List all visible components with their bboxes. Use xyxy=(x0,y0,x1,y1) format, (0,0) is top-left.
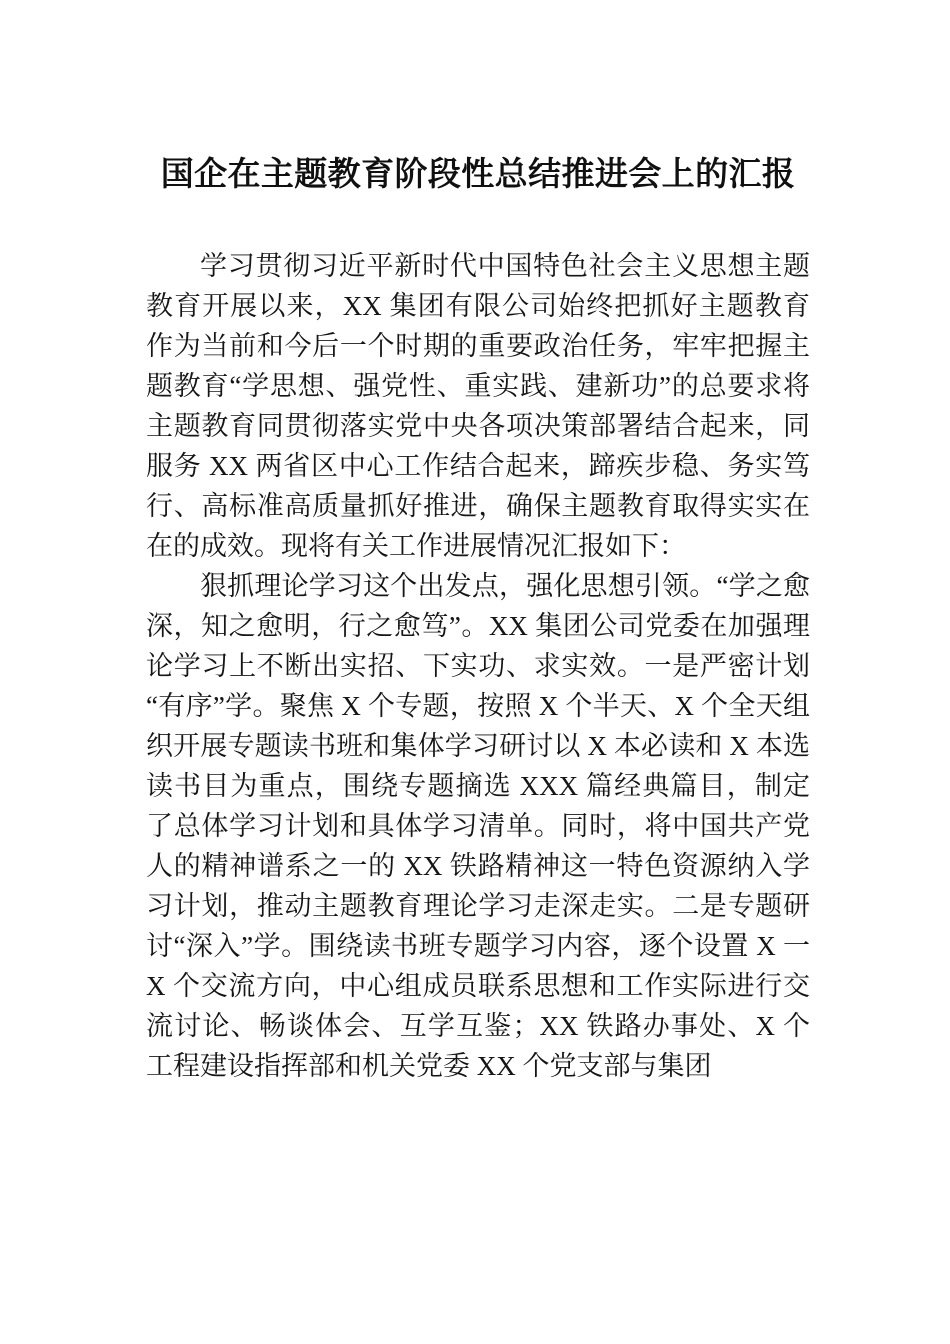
document-body xyxy=(146,246,810,1086)
document-content-column xyxy=(146,0,810,1086)
paragraph: 狠抓理论学习这个出发点，强化思想引领。“学之愈深，知之愈明，行之愈笃”。XX 集团公司党委在加强理论学习上不断出实招、下实功、求实效。一是严密计划“有序”学。聚焦 X 个专题，按照 X 个半天、X 个全天组织开展专题读书班和集体学习研讨以 X 本必读和 X 本选读书目为重点，围绕专题摘选 XXX 篇经典篇目，制定了总体学习计划和具体学习清单。同时，将中国共产党人的精神谱系之一的 XX 铁路精神这一特色资源纳入学习计划，推动主题教育理论学习走深走实。二是专题研讨“深入”学。围绕读书班专题学习内容，逐个设置 X 一 X 个交流方向，中心组成员联系思想和工作实际进行交流讨论、畅谈体会、互学互鉴；XX 铁路办事处、X 个工程建设指挥部和机关党委 XX 个党支部与集团 xyxy=(146,571,810,1081)
paragraph: 学习贯彻习近平新时代中国特色社会主义思想主题教育开展以来，XX 集团有限公司始终把抓好主题教育作为当前和今后一个时期的重要政治任务，牢牢把握主题教育“学思想、强党性、重实践、建新功”的总要求将主题教育同贯彻落实党中央各项决策部署结合起来，同服务 XX 两省区中心工作结合起来，蹄疾步稳、务实笃行、高标准高质量抓好推进，确保主题教育取得实实在在的成效。现将有关工作进展情况汇报如下： xyxy=(146,251,810,561)
page-title: 国企在主题教育阶段性总结推进会上的汇报 xyxy=(160,157,796,193)
